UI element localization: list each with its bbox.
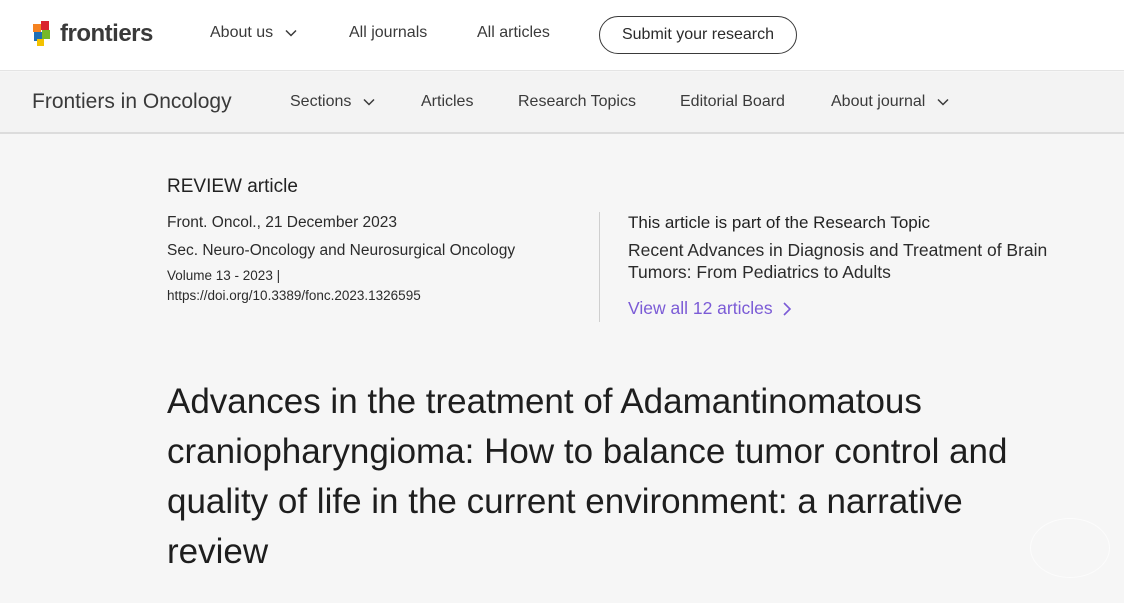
chevron-down-icon	[361, 94, 377, 110]
article-citation: Front. Oncol., 21 December 2023	[167, 214, 398, 231]
nav-about-us[interactable]	[210, 24, 299, 42]
chevron-right-icon	[781, 301, 793, 317]
research-topic-heading: This article is part of the Research Topic	[628, 213, 931, 232]
logo-text: frontiers	[60, 20, 153, 47]
meta-divider	[599, 212, 600, 322]
submit-research-button[interactable]: Submit your research	[599, 16, 797, 54]
research-topic-link[interactable]: Recent Advances in Diagnosis and Treatment of Brain Tumors: From Pediatrics to Adults	[628, 240, 1048, 282]
nav-about-journal[interactable]	[831, 93, 951, 111]
view-all-articles-link[interactable]	[628, 298, 793, 319]
nav-articles-label: Articles	[421, 93, 474, 110]
frontiers-logo-icon	[32, 21, 54, 47]
article-title: Advances in the treatment of Adamantinomatous craniopharyngioma: How to balance tumor control and quality of life in the current environment: a narrative review	[167, 382, 1008, 571]
nav-sections-label: Sections	[290, 93, 352, 110]
frontiers-logo[interactable]	[32, 19, 153, 49]
nav-research-topics[interactable]	[518, 93, 636, 111]
nav-editorial-board[interactable]	[680, 93, 785, 111]
article-doi-link[interactable]: https://doi.org/10.3389/fonc.2023.1326595	[167, 288, 421, 303]
nav-all-journals[interactable]	[349, 24, 427, 42]
journal-navigation-bar	[0, 72, 1124, 134]
nav-about-journal-label: About journal	[831, 93, 926, 110]
top-navigation-bar	[0, 0, 1124, 71]
chevron-down-icon	[283, 25, 299, 41]
chevron-down-icon	[935, 94, 951, 110]
article-section[interactable]: Sec. Neuro-Oncology and Neurosurgical Oncology	[167, 242, 516, 259]
article-type: REVIEW article	[167, 176, 298, 197]
nav-all-articles[interactable]	[477, 24, 550, 42]
nav-about-us-label: About us	[210, 24, 274, 41]
journal-title[interactable]: Frontiers in Oncology	[32, 90, 232, 113]
nav-all-articles-label: All articles	[477, 24, 550, 41]
nav-all-journals-label: All journals	[349, 24, 428, 41]
article-volume: Volume 13 - 2023 |	[167, 268, 281, 283]
nav-editorial-board-label: Editorial Board	[680, 93, 785, 110]
nav-articles[interactable]	[421, 93, 473, 111]
view-all-articles-label: View all 12 articles	[628, 298, 773, 318]
nav-research-topics-label: Research Topics	[518, 93, 636, 110]
nav-sections[interactable]	[290, 93, 377, 111]
watermark-seal	[1030, 518, 1110, 578]
